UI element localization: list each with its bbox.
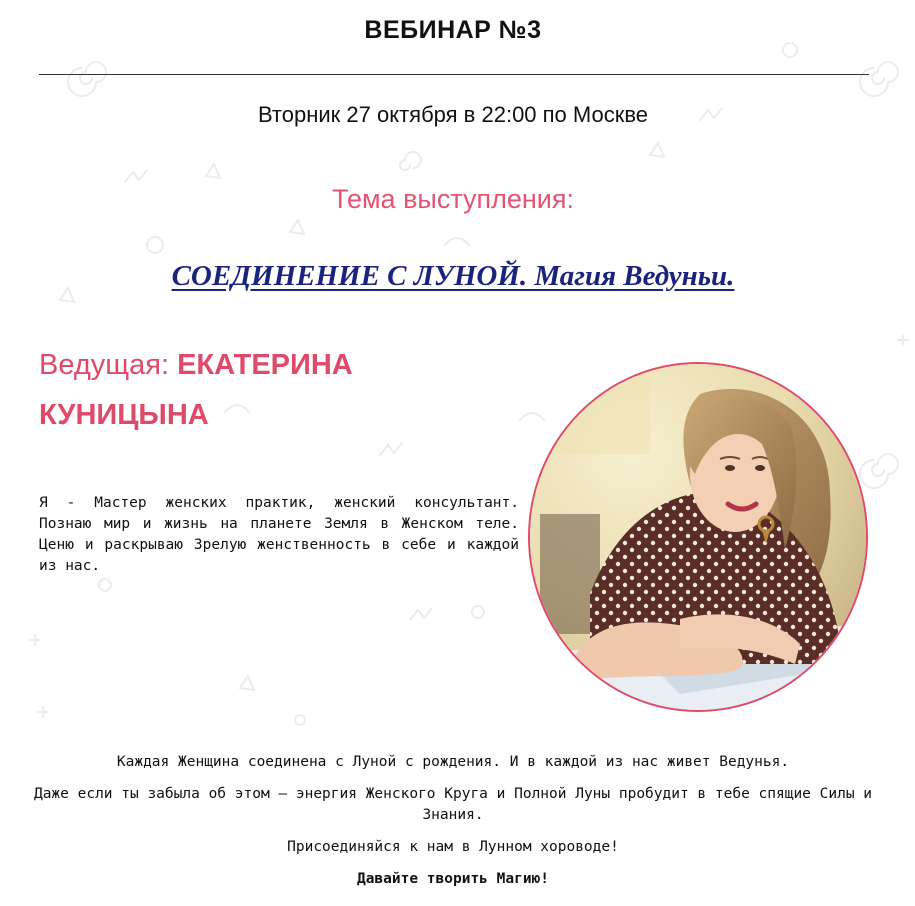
host-bio: Я - Мастер женских практик, женский консультант. Познаю мир и жизнь на планете Земля в Женском теле. Ценю и раскрываю Зрелую женственность в себе и каждой из нас. bbox=[39, 495, 519, 574]
footer-line-2: Даже если ты забыла об этом — энергия Женского Круга и Полной Луны пробудит в тебе спящие Силы и Знания. bbox=[33, 786, 873, 823]
title-divider bbox=[39, 74, 869, 75]
footer-text bbox=[30, 752, 876, 901]
host-heading bbox=[39, 340, 439, 440]
host-portrait bbox=[528, 362, 868, 712]
footer-line-4: Давайте творить Магию! bbox=[356, 871, 550, 887]
topic-title bbox=[0, 260, 906, 293]
footer-line-1: Каждая Женщина соединена с Луной с рождения. И в каждой из нас живет Ведунья. bbox=[116, 754, 790, 770]
woman-portrait-photo bbox=[530, 364, 866, 710]
webinar-date: Вторник 27 октября в 22:00 по Москве bbox=[257, 102, 649, 127]
host-label: Ведущая: bbox=[39, 349, 178, 381]
host-name: ЕКАТЕРИНА КУНИЦЫНА bbox=[39, 349, 353, 431]
topic-label: Тема выступления: bbox=[332, 184, 574, 214]
topic-title-text: СОЕДИНЕНИЕ С ЛУНОЙ. Магия Ведуньи. bbox=[171, 260, 735, 292]
webinar-title: ВЕБИНАР №3 bbox=[364, 16, 542, 44]
footer-line-3: Присоединяйся к нам в Лунном хороводе! bbox=[287, 839, 619, 855]
